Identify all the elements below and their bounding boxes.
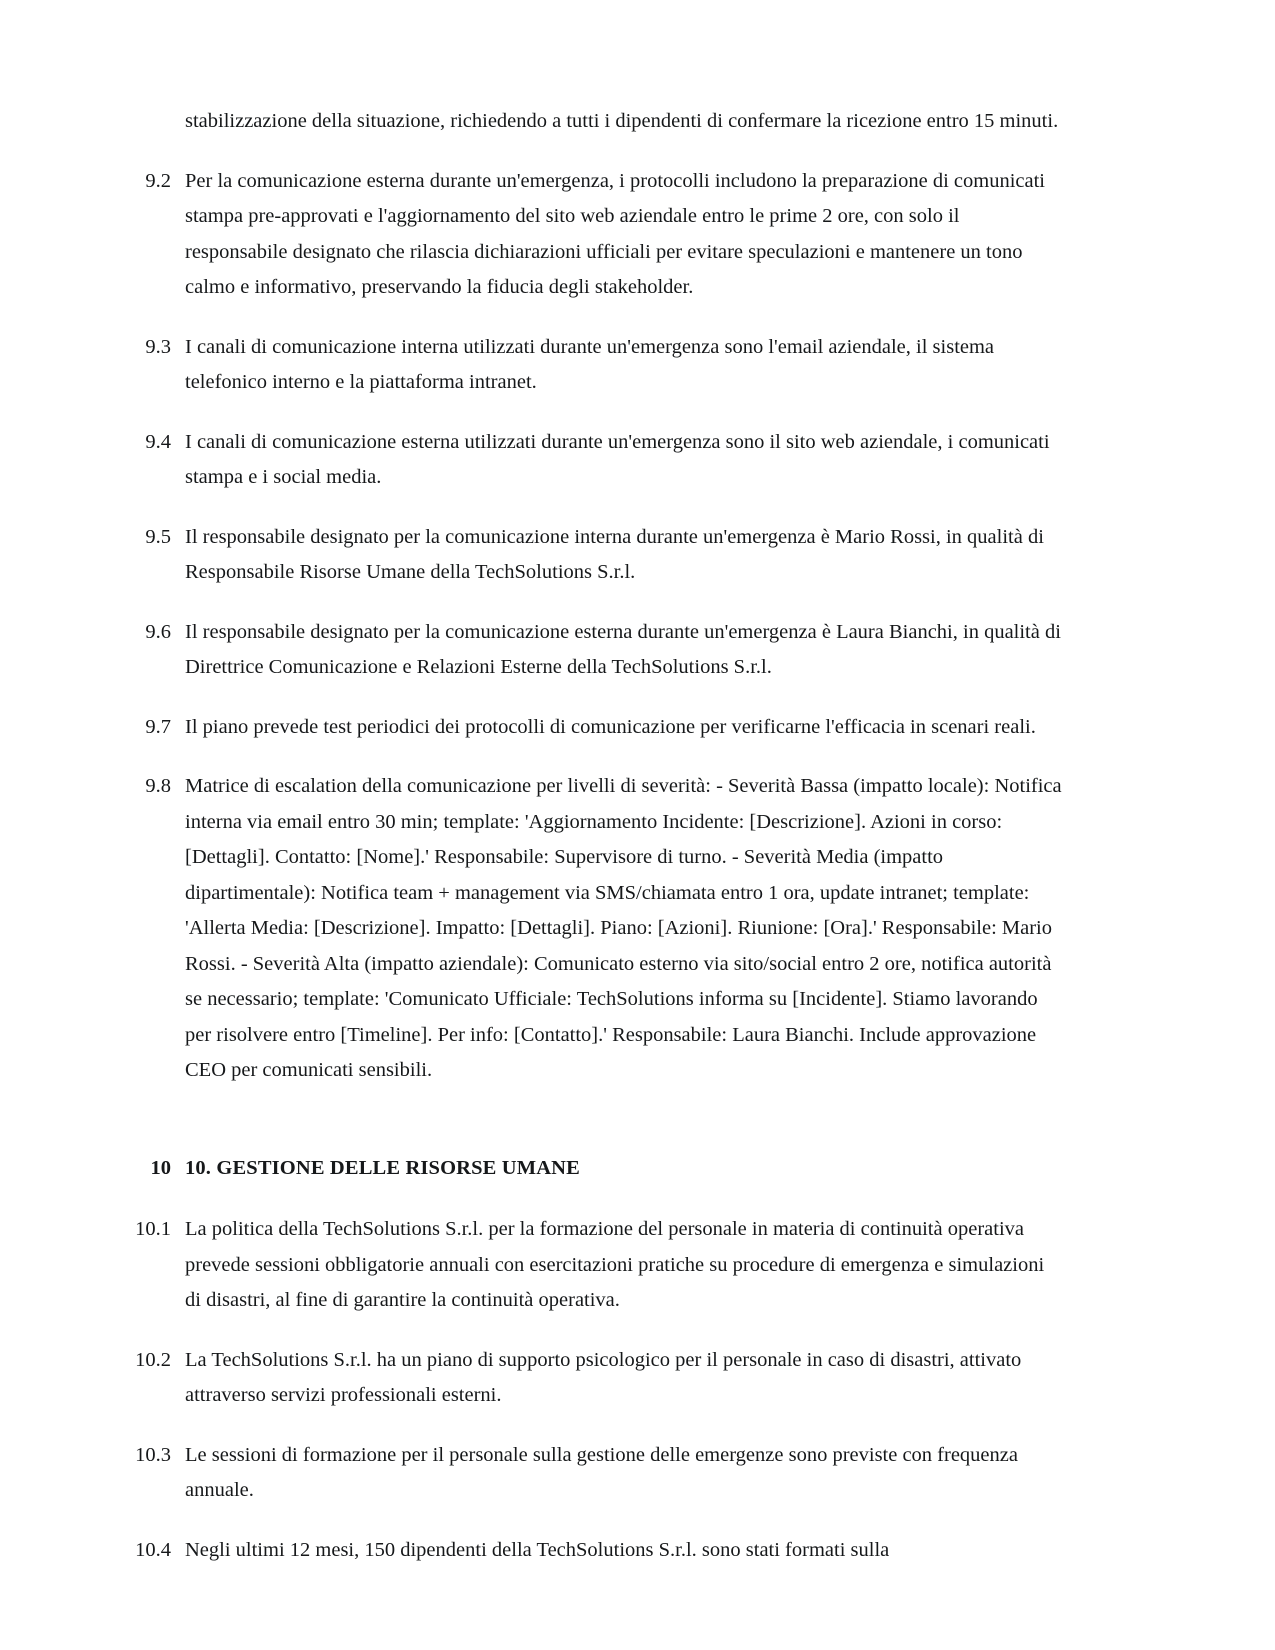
clause-text: Il piano prevede test periodici dei protocolli di comunicazione per verificarne l'efficacia in scenari reali.	[185, 715, 1036, 738]
clause-number: 9.3	[145, 335, 171, 358]
clause-number: 9.2	[145, 169, 171, 192]
clause-number: 9.6	[145, 620, 171, 643]
clause-10-4	[133, 1533, 1075, 1569]
clause-10-3	[133, 1438, 1075, 1509]
clause-number: 9.7	[145, 715, 171, 738]
clause-number: 9.5	[145, 525, 171, 548]
clause-text: Le sessioni di formazione per il personale sulla gestione delle emergenze sono previste con frequenza annuale.	[185, 1443, 1018, 1501]
clause-9-8	[133, 769, 1075, 1089]
clause-text: La TechSolutions S.r.l. ha un piano di supporto psicologico per il personale in caso di disastri, attivato attraverso servizi professionali esterni.	[185, 1348, 1022, 1406]
clause-number: 10.3	[135, 1443, 171, 1466]
clause-9-5	[133, 520, 1075, 591]
section-heading-10	[133, 1151, 1075, 1187]
clause-number: 9.8	[145, 775, 171, 797]
clause-text: stabilizzazione della situazione, richiedendo a tutti i dipendenti di confermare la ricezione entro 15 minuti.	[185, 110, 1059, 132]
clause-text: Negli ultimi 12 mesi, 150 dipendenti della TechSolutions S.r.l. sono stati formati sulla	[185, 1538, 890, 1561]
clause-number: 10.2	[135, 1348, 171, 1371]
clause-text: Il responsabile designato per la comunicazione esterna durante un'emergenza è Laura Bianchi, in qualità di Direttrice Comunicazione e Relazioni Esterne della TechSolutions S.r.l.	[185, 620, 1061, 678]
clause-9-4	[133, 425, 1075, 496]
clause-text: I canali di comunicazione interna utilizzati durante un'emergenza sono l'email aziendale, il sistema telefonico interno e la piattaforma intranet.	[185, 335, 995, 393]
continued-paragraph	[133, 104, 1075, 140]
section-spacer	[133, 1089, 1075, 1151]
clause-10-1	[133, 1212, 1075, 1319]
clause-text: Il responsabile designato per la comunicazione interna durante un'emergenza è Mario Rossi, in qualità di Responsabile Risorse Umane della TechSolutions S.r.l.	[185, 525, 1044, 583]
clause-number: 10.1	[135, 1218, 171, 1240]
section-number: 10	[150, 1156, 171, 1179]
clause-number: 9.4	[145, 430, 171, 453]
clause-9-2	[133, 164, 1075, 306]
clause-number: 10.4	[135, 1538, 171, 1561]
clause-text: Matrice di escalation della comunicazione per livelli di severità: - Severità Bassa (impatto locale): Notifica interna via email entro 30 min; template: 'Aggiornamento Incidente: [Descrizione]. Azioni in corso: [Dettagli]. Contatto: [Nome].' Responsabile: Supervisore di turno. - Severità Media (impatto dipartimentale): Notifica team + management via SMS/chiamata entro 1 ora, update intranet; template: 'Allerta Media: [Descrizione]. Impatto: [Dettagli]. Piano: [Azioni]. Riunione: [Ora].' Responsabile: Mario Rossi. - Severità Alta (impatto aziendale): Comunicato esterno via sito/social entro 2 ore, notifica autorità se necessario; template: 'Comunicato Ufficiale: TechSolutions informa su [Incidente]. Stiamo lavorando per risolvere entro [Timeline]. Per info: [Contatto].' Responsabile: Laura Bianchi. Include approvazione CEO per comunicati sensibili.	[185, 775, 1062, 1081]
clause-10-2	[133, 1343, 1075, 1414]
clause-text: La politica della TechSolutions S.r.l. per la formazione del personale in materia di continuità operativa prevede sessioni obbligatorie annuali con esercitazioni pratiche su procedure di emergenza e simulazioni di disastri, al fine di garantire la continuità operativa.	[185, 1218, 1045, 1311]
section-title: 10. GESTIONE DELLE RISORSE UMANE	[185, 1156, 580, 1179]
clause-9-7	[133, 710, 1075, 746]
clause-text: Per la comunicazione esterna durante un'emergenza, i protocolli includono la preparazione di comunicati stampa pre-approvati e l'aggiornamento del sito web aziendale entro le prime 2 ore, con solo il responsabile designato che rilascia dichiarazioni ufficiali per evitare speculazioni e mantenere un tono calmo e informativo, preservando la fiducia degli stakeholder.	[185, 169, 1045, 298]
clause-9-3	[133, 330, 1075, 401]
clause-text: I canali di comunicazione esterna utilizzati durante un'emergenza sono il sito web aziendale, i comunicati stampa e i social media.	[185, 430, 1050, 488]
clause-9-6	[133, 615, 1075, 686]
